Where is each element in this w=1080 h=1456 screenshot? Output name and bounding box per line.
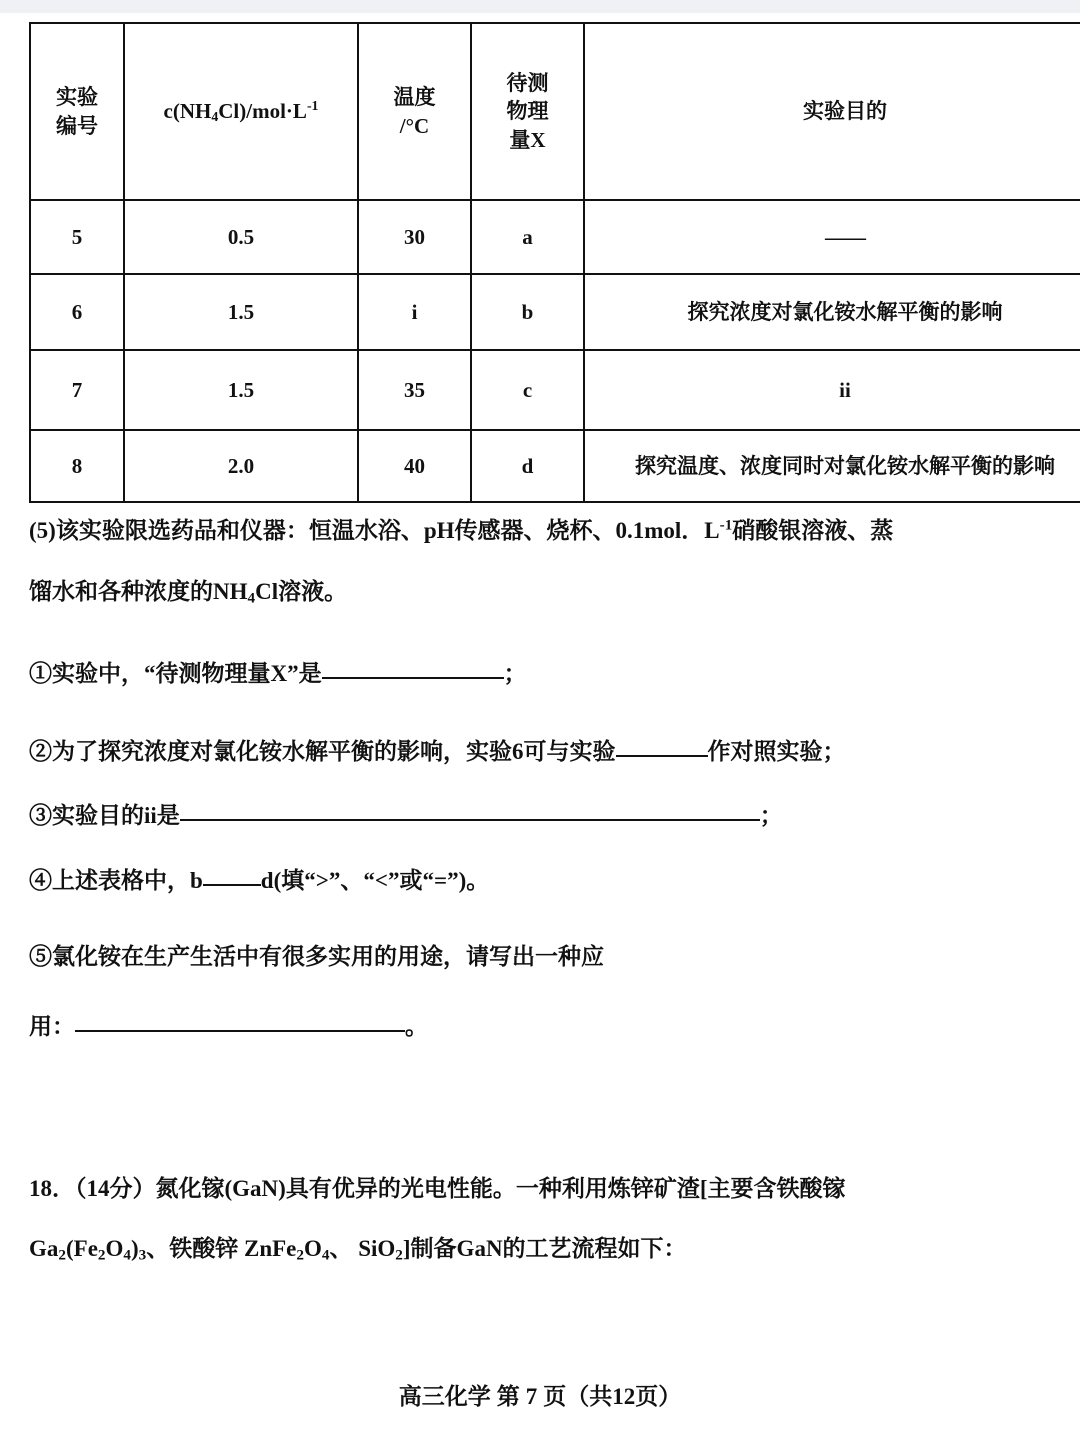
footer-page-suffix: 页（共12页） bbox=[543, 1384, 682, 1409]
q5-item-5-line1: ⑤氯化铵在生产生活中有很多实用的用途，请写出一种应 bbox=[29, 944, 604, 969]
table-row bbox=[30, 200, 1080, 274]
footer-page-number: 7 bbox=[525, 1384, 538, 1409]
answer-blank-measured-quantity[interactable] bbox=[322, 677, 504, 679]
cell-measured-quantity: b bbox=[471, 274, 584, 350]
header-line: /°C bbox=[399, 113, 430, 138]
header-experiment-purpose: 实验目的 bbox=[584, 23, 1080, 200]
q5-intro-line2-b: Cl溶液。 bbox=[255, 579, 348, 604]
table-row bbox=[30, 350, 1080, 430]
header-measured-quantity bbox=[471, 23, 584, 200]
header-line: 物理 bbox=[506, 99, 549, 124]
q5-item-5-line2 bbox=[29, 1008, 428, 1041]
answer-blank-control-experiment[interactable] bbox=[616, 755, 708, 757]
formula-paren-open: (Fe bbox=[65, 1236, 98, 1261]
q5-item2-terminator: 作对照实验； bbox=[707, 739, 846, 764]
formula-o: O bbox=[303, 1236, 322, 1261]
cell-measured-quantity: c bbox=[471, 350, 584, 430]
q5-intro-text-a: (5)该实验限选药品和仪器：恒温水浴、pH传感器、烧杯、0.1mol．L bbox=[29, 518, 720, 543]
header-line: 量X bbox=[509, 127, 546, 152]
cell-temperature: 40 bbox=[358, 430, 471, 502]
table-header-row bbox=[30, 23, 1080, 200]
q5-item2-text: ②为了探究浓度对氯化铵水解平衡的影响，实验6可与实验 bbox=[29, 739, 616, 764]
q5-item-3 bbox=[29, 797, 783, 830]
header-concentration: $c(NH_4Cl)/mol\cdot L^{-1}$ bbox=[124, 23, 358, 200]
cell-measured-quantity: a bbox=[471, 200, 584, 274]
q18-line1: 18．（14分）氮化镓(GaN)具有优异的光电性能。一种利用炼锌矿渣[主要含铁酸镓 bbox=[29, 1176, 846, 1201]
q5-item5-terminator: 。 bbox=[405, 1014, 428, 1039]
cell-temperature: 30 bbox=[358, 200, 471, 274]
formula-paren-close: ) bbox=[130, 1236, 139, 1261]
q5-item1-terminator: ； bbox=[503, 661, 527, 686]
q5-intro-line2-a: 馏水和各种浓度的NH bbox=[29, 579, 248, 604]
formula-mid-text-2: 、 SiO bbox=[329, 1236, 396, 1261]
header-line: 温度 bbox=[393, 85, 436, 110]
q5-item-2 bbox=[29, 733, 846, 766]
q5-item-1 bbox=[29, 655, 527, 688]
q5-item4-terminator: d(填“>”、“<”或“=”)。 bbox=[260, 868, 490, 893]
formula-o: O bbox=[105, 1236, 124, 1261]
table-row bbox=[30, 274, 1080, 350]
answer-blank-application[interactable] bbox=[75, 1030, 405, 1032]
cell-experiment-purpose: 探究温度、浓度同时对氯化铵水解平衡的影响 bbox=[584, 430, 1080, 502]
formula-sub: 4 bbox=[321, 1246, 330, 1264]
header-line: 编号 bbox=[56, 113, 98, 138]
cell-experiment-purpose: 探究浓度对氯化铵水解平衡的影响 bbox=[584, 274, 1080, 350]
header-line: 实验 bbox=[56, 85, 98, 110]
cell-concentration: 1.5 bbox=[124, 274, 358, 350]
formula-ga: Ga bbox=[29, 1236, 59, 1261]
q5-nh4-subscript: 4 bbox=[247, 589, 256, 607]
formula-sub: 3 bbox=[138, 1246, 147, 1264]
header-line: 待测 bbox=[506, 71, 549, 96]
q5-item1-text: ①实验中，“待测物理量X”是 bbox=[29, 661, 322, 686]
page-footer bbox=[0, 1378, 1080, 1411]
formula-sub: 4 bbox=[123, 1246, 131, 1264]
cell-experiment-purpose: —— bbox=[584, 200, 1080, 274]
q5-item3-text: ③实验目的ii是 bbox=[29, 803, 180, 828]
cell-concentration: 2.0 bbox=[124, 430, 358, 502]
answer-blank-compare-b-d[interactable] bbox=[203, 884, 261, 886]
cell-measured-quantity: d bbox=[471, 430, 584, 502]
formula-sub: 2 bbox=[395, 1246, 403, 1264]
cell-temperature: 35 bbox=[358, 350, 471, 430]
formula-sub: 2 bbox=[58, 1246, 66, 1264]
cell-concentration: 0.5 bbox=[124, 200, 358, 274]
experiment-design-table bbox=[29, 22, 1080, 503]
q5-unit-exponent: -1 bbox=[719, 516, 733, 534]
formula-sub: 2 bbox=[296, 1246, 304, 1264]
q18-line2 bbox=[29, 1230, 687, 1264]
cell-experiment-number: 8 bbox=[30, 430, 124, 502]
q5-item5-label: 用： bbox=[29, 1014, 75, 1039]
q5-intro-line1 bbox=[29, 512, 893, 545]
cell-temperature: i bbox=[358, 274, 471, 350]
cell-experiment-number: 6 bbox=[30, 274, 124, 350]
cell-experiment-number: 7 bbox=[30, 350, 124, 430]
answer-blank-purpose-ii[interactable] bbox=[180, 819, 760, 821]
footer-page-prefix: 第 bbox=[496, 1384, 520, 1409]
q5-intro-text-b: 硝酸银溶液、蒸 bbox=[732, 518, 894, 543]
q5-item3-terminator: ； bbox=[759, 803, 783, 828]
footer-subject: 高三化学 bbox=[398, 1384, 491, 1409]
header-experiment-number bbox=[30, 23, 124, 200]
cell-experiment-number: 5 bbox=[30, 200, 124, 274]
cell-experiment-purpose: ii bbox=[584, 350, 1080, 430]
formula-mid-text: 、铁酸锌 ZnFe bbox=[146, 1236, 297, 1261]
q18-tail-text: ]制备GaN的工艺流程如下： bbox=[402, 1236, 687, 1261]
header-temperature bbox=[358, 23, 471, 200]
table-row bbox=[30, 430, 1080, 502]
cell-concentration: 1.5 bbox=[124, 350, 358, 430]
q5-item-4 bbox=[29, 862, 489, 895]
q5-intro-line2 bbox=[29, 573, 347, 607]
formula-sub: 2 bbox=[97, 1246, 106, 1264]
q5-item4-text: ④上述表格中，b bbox=[29, 868, 203, 893]
